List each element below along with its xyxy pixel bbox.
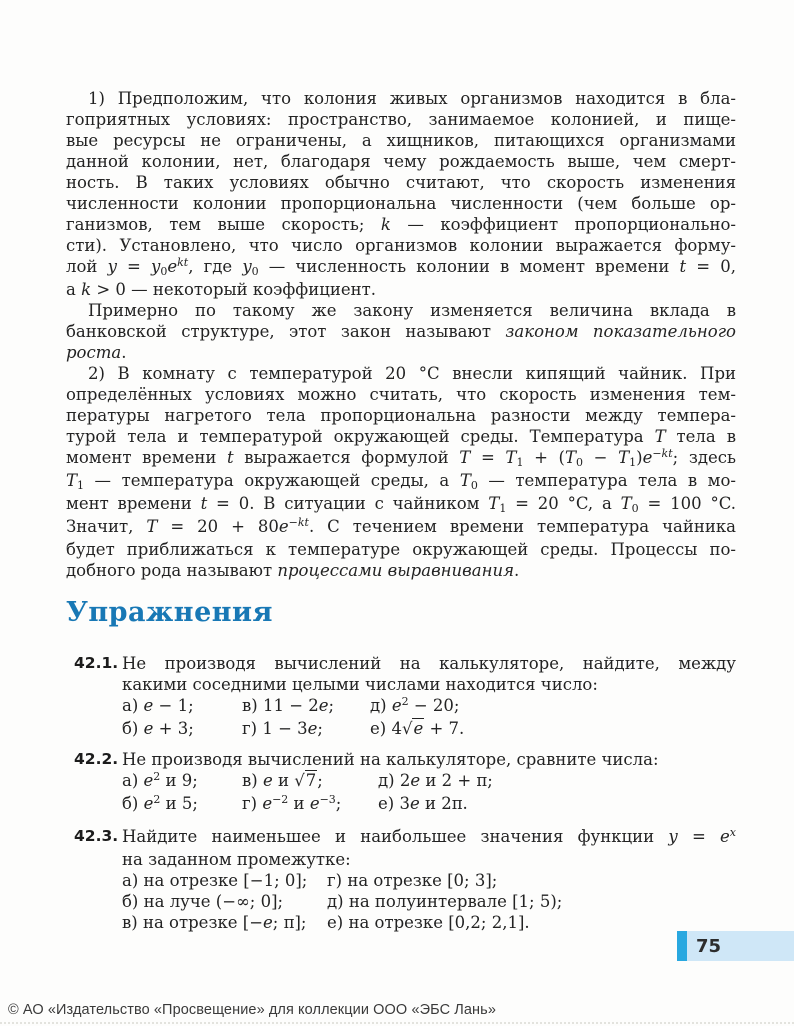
exercise-item: в) на отрезке [−e; π];	[122, 913, 307, 932]
exercise-items	[122, 770, 736, 816]
exercise-item: а) $e^2$ и 9;	[122, 770, 198, 790]
text-line: 2) В комнату с температурой 20 °C внесли кипящий чайник. При	[88, 364, 736, 383]
exercise-item: д) 2e и 2 + π;	[378, 771, 493, 790]
exercise	[74, 826, 736, 933]
exercise-stem-line: Не производя вычислений на калькуляторе, сравните числа:	[122, 750, 659, 769]
text-line: момент времени t выражается формулой $T = T_1 + (T_0 - T_1)e^{-kt}$; здесь	[66, 447, 736, 469]
exercises	[66, 653, 736, 933]
text-line: гоприятных условиях: пространство, занимаемое колонией, и пище-	[66, 110, 736, 129]
exercise-item: е) 4√e + 7.	[370, 719, 465, 738]
exercise-item: е) на отрезке [0,2; 2,1].	[327, 913, 530, 932]
exercise-item: б) $e^2$ и 5;	[122, 793, 198, 813]
page-content	[66, 88, 736, 943]
text-line: вые ресурсы не ограничены, а хищников, питающихся организмами	[66, 131, 736, 150]
text-line: турой тела и температурой окружающей среды. Температура T тела в	[66, 427, 736, 446]
exercise-item: в) 11 − 2e;	[242, 696, 335, 715]
paragraph	[66, 363, 736, 581]
exercise-item: а) на отрезке [−1; 0];	[122, 871, 308, 890]
exercise-item: в) e и √7;	[242, 771, 323, 790]
exercise-item: д) $e^2 - 20$;	[370, 695, 460, 715]
text-line: банковской структуре, этот закон называют законом показательного	[66, 322, 736, 341]
text-line: а k > 0 — некоторый коэффициент.	[66, 280, 376, 299]
exercise-stem-line: какими соседними целыми числами находится число:	[122, 675, 598, 694]
text-line: пературы нагретого тела пропорциональна разности между темпера-	[66, 406, 736, 425]
text-line: определённых условиях можно считать, что скорость изменения тем-	[66, 385, 736, 404]
paragraph	[66, 88, 736, 300]
text-line: ганизмов, тем выше скорость; k — коэффициент пропорционально-	[66, 215, 737, 234]
exercise-item: г) на отрезке [0; 3];	[327, 871, 498, 890]
exercise-item: д) на полуинтервале [1; 5);	[327, 892, 563, 911]
text-line: лой $y = y_0e^{kt}$, где $y_0$ — численность колонии в момент времени t = 0,	[66, 256, 736, 278]
text-line: Значит, $T = 20 + 80e^{-kt}$. С течением времени температура чайника	[66, 516, 736, 536]
text-line: ность. В таких условиях обычно считают, что скорость изменения	[66, 173, 736, 192]
exercise-items	[122, 870, 736, 933]
exercise-stem-line: на заданном промежутке:	[122, 850, 351, 869]
exercise	[74, 749, 736, 816]
exercise-number: 42.3.	[74, 827, 119, 845]
text-line: численности колонии пропорциональна численности (чем больше ор-	[66, 194, 736, 213]
exercise-number: 42.1.	[74, 654, 119, 672]
copyright-footer: © АО «Издательство «Просвещение» для коллекции ООО «ЭБС Лань»	[8, 1002, 496, 1018]
exercise	[74, 653, 736, 739]
exercise-number: 42.2.	[74, 750, 119, 768]
text-line: данной колонии, нет, благодаря чему рождаемость выше, чем смерт-	[66, 152, 736, 171]
exercise-item: г) $e^{-2}$ и $e^{-3}$;	[242, 793, 342, 813]
exercise-item: б) e + 3;	[122, 719, 194, 738]
exercise-stem-line: Не производя вычислений на калькуляторе, найдите, между	[122, 654, 736, 673]
exercise-item: б) на луче (−∞; 0];	[122, 892, 284, 911]
text-line: $T_1$ — температура окружающей среды, а $T_0$ — температура тела в мо-	[66, 471, 736, 492]
page-badge-accent-bar	[677, 931, 687, 961]
exercise-stem-line: Найдите наименьшее и наибольшее значения функции $y = e^x$	[122, 826, 736, 846]
text-line: Примерно по такому же закону изменяется величина вклада в	[88, 301, 736, 320]
exercise-item: е) 3e и 2π.	[378, 794, 468, 813]
theory-paragraphs	[66, 88, 736, 581]
page-number: 75	[696, 935, 722, 957]
section-heading: Упражнения	[66, 597, 273, 628]
text-line: добного рода называют процессами выравнивания.	[66, 561, 520, 580]
exercise-body	[122, 826, 736, 933]
page-number-badge	[677, 931, 794, 961]
text-line: 1) Предположим, что колония живых организмов находится в бла-	[88, 89, 736, 108]
exercise-body	[122, 749, 736, 816]
text-line: сти). Установлено, что число организмов колонии выражается форму-	[66, 236, 736, 255]
exercise-item: а) e − 1;	[122, 696, 194, 715]
exercise-item: г) 1 − 3e;	[242, 719, 323, 738]
paragraph	[66, 300, 736, 363]
exercise-items	[122, 695, 736, 739]
exercise-body	[122, 653, 736, 739]
text-line: будет приближаться к температуре окружающей среды. Процессы по-	[66, 540, 736, 559]
text-line: мент времени t = 0. В ситуации с чайником $T_1 = 20$ °C, а $T_0 = 100$ °C.	[66, 494, 736, 515]
text-line: роста.	[66, 343, 127, 362]
